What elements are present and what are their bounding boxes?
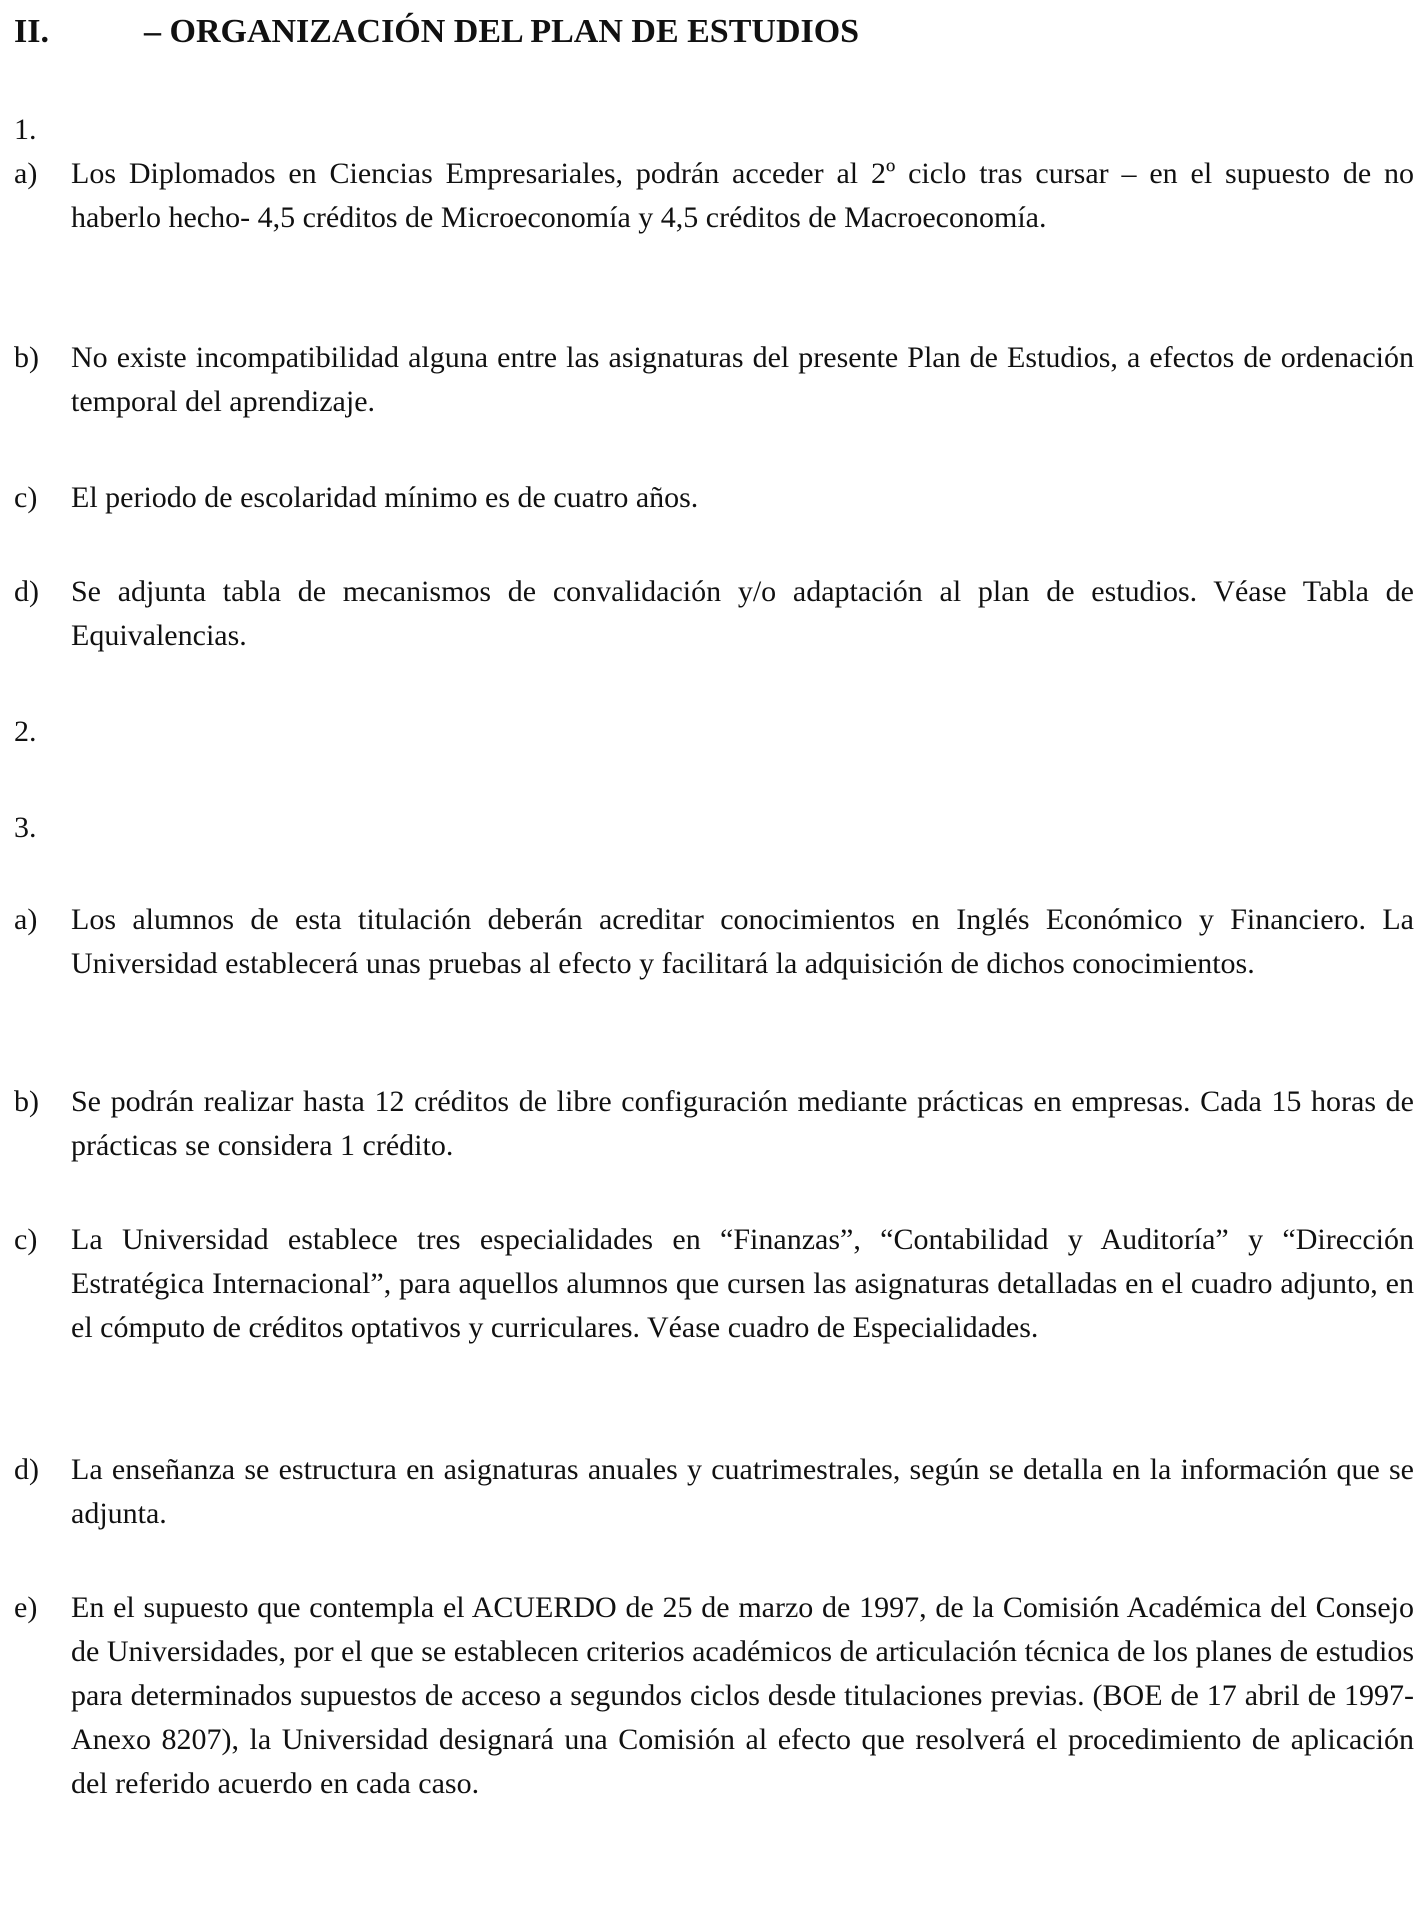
- item-label: d): [14, 575, 39, 608]
- section-3-number: 3.: [14, 811, 37, 844]
- section-heading: [14, 10, 859, 54]
- item-text: Se adjunta tabla de mecanismos de convalidación y/o adaptación al plan de estudios. Véase Tabla de Equivalencias.: [71, 575, 1414, 652]
- section-1-number: 1.: [14, 113, 37, 146]
- section-2-number: 2.: [14, 715, 37, 748]
- section-3-item-d: [14, 1448, 1414, 1536]
- section-3-item-a: [14, 898, 1414, 986]
- item-label: a): [14, 903, 38, 936]
- item-text: No existe incompatibilidad alguna entre las asignaturas del presente Plan de Estudios, a efectos de ordenación temporal del aprendizaje.: [71, 341, 1414, 418]
- item-label: b): [14, 1085, 39, 1118]
- item-label: c): [14, 1223, 38, 1256]
- item-text: Los alumnos de esta titulación deberán acreditar conocimientos en Inglés Económico y Financiero. La Universidad establecerá unas pruebas al efecto y facilitará la adquisición de dichos conocimientos.: [71, 903, 1414, 980]
- section-1-item-d: [14, 570, 1414, 658]
- item-text: La Universidad establece tres especialidades en “Finanzas”, “Contabilidad y Auditoría” y “Dirección Estratégica Internacional”, para aquellos alumnos que cursen las asignaturas detalladas en el cuadro adjunto, en el cómputo de créditos optativos y curriculares. Véase cuadro de Especialidades.: [71, 1223, 1414, 1344]
- item-text: La enseñanza se estructura en asignaturas anuales y cuatrimestrales, según se detalla en la información que se adjunta.: [71, 1453, 1414, 1530]
- section-1-item-c: [14, 476, 1414, 520]
- section-1-item-b: [14, 336, 1414, 424]
- item-text: Se podrán realizar hasta 12 créditos de libre configuración mediante prácticas en empresas. Cada 15 horas de prácticas se considera 1 crédito.: [71, 1085, 1414, 1162]
- section-3-item-c: [14, 1218, 1414, 1350]
- item-label: a): [14, 157, 38, 190]
- item-label: e): [14, 1591, 38, 1624]
- item-label: c): [14, 481, 38, 514]
- section-3-item-b: [14, 1080, 1414, 1168]
- item-label: b): [14, 341, 39, 374]
- item-text: Los Diplomados en Ciencias Empresariales, podrán acceder al 2º ciclo tras cursar – en el supuesto de no haberlo hecho- 4,5 créditos de Microeconomía y 4,5 créditos de Macroeconomía.: [71, 157, 1414, 234]
- section-3-item-e: [14, 1586, 1414, 1806]
- item-label: d): [14, 1453, 39, 1486]
- item-text: El periodo de escolaridad mínimo es de cuatro años.: [71, 481, 699, 514]
- heading-number: II.: [14, 13, 49, 50]
- item-text: En el supuesto que contempla el ACUERDO de 25 de marzo de 1997, de la Comisión Académica del Consejo de Universidades, por el que se establecen criterios académicos de articulación técnica de los planes de estudios para determinados supuestos de acceso a segundos ciclos desde titulaciones previas. (BOE de 17 abril de 1997- Anexo 8207), la Universidad designará una Comisión al efecto que resolverá el procedimiento de aplicación del referido acuerdo en cada caso.: [71, 1591, 1414, 1800]
- heading-title: – ORGANIZACIÓN DEL PLAN DE ESTUDIOS: [144, 13, 860, 50]
- section-1-item-a: [14, 152, 1414, 240]
